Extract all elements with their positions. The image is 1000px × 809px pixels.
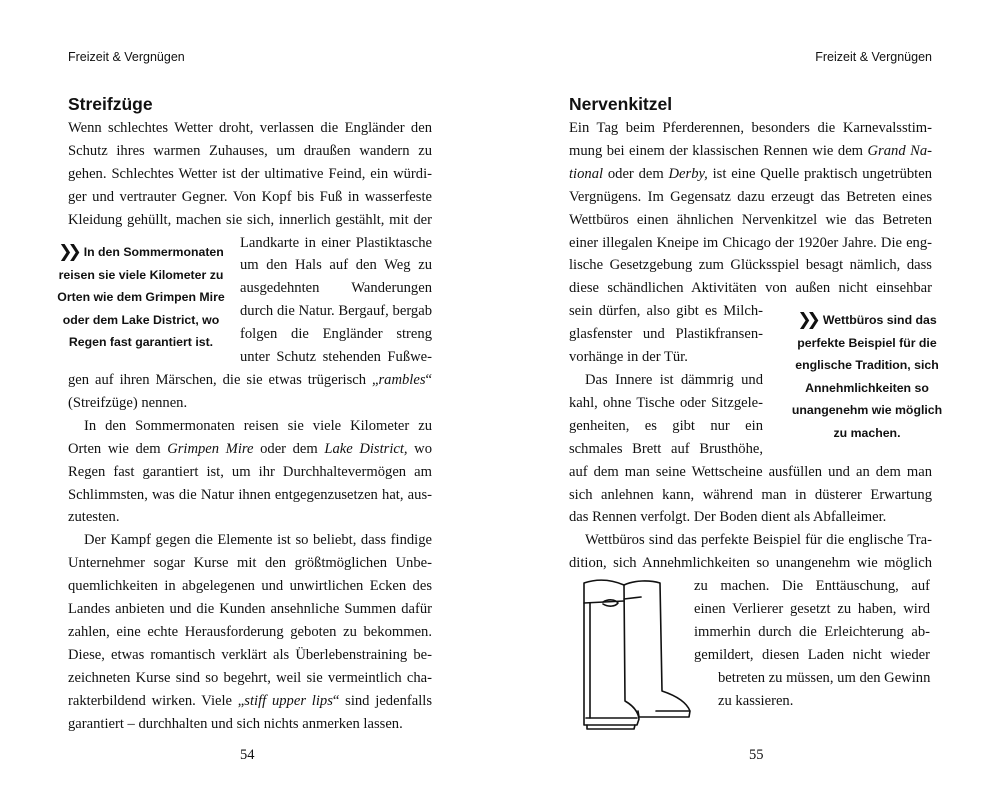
pull-quote-line: englische Tradition, sich xyxy=(795,358,939,372)
text-line: auf dem man seine Wettscheine ausfüllen und an dem man xyxy=(569,463,932,480)
text-line: dition, sich Annehmlichkeiten so unangenehm wie möglich xyxy=(569,555,932,572)
pull-quote xyxy=(48,241,234,354)
page-number: 55 xyxy=(749,747,764,763)
pull-quote-line: oder dem Lake District, wo xyxy=(62,312,220,327)
running-head: Freizeit & Vergnügen xyxy=(68,50,185,64)
text-line: kahl, ohne Tische oder Sitzgele- xyxy=(569,394,763,411)
text-line: Das Innere ist dämmrig und xyxy=(585,371,763,388)
pull-quote-line: reisen sie viele Kilometer zu xyxy=(58,267,224,282)
text-line: Vergnügens. Im Gegensatz dazu erzeugt das Betreten eines xyxy=(569,188,932,205)
rubber-boots-illustration xyxy=(578,573,696,731)
text-line: tional oder dem Derby, ist eine Quelle praktisch ungetrübten xyxy=(569,165,932,182)
text-line: Orten wie dem Grimpen Mire oder dem Lake District, wo xyxy=(68,440,432,457)
text-line: Wenn schlechtes Wetter droht, verlassen die Engländer den xyxy=(68,120,432,136)
double-chevron-icon: ❯❯ xyxy=(797,310,816,329)
text-line: zahlen, eine echte Herausforderung geboten zu bekommen. xyxy=(68,623,432,640)
text-line: einer illegalen Kneipe im Chicago der 1920er Jahre. Die eng- xyxy=(569,234,932,251)
right-page xyxy=(500,0,1000,809)
pull-quote-line: ❯❯ Wettbüros sind das xyxy=(797,310,937,329)
text-line: Landkarte in einer Plastiktasche xyxy=(240,234,432,251)
text-line: garantiert – durchhalten und sich nichts anmerken lassen. xyxy=(68,715,403,732)
text-line: schmales Brett auf Brusthöhe, xyxy=(569,440,763,457)
text-line: sich anlehnen kann, während man in düsterer Erwartung xyxy=(569,486,932,503)
text-line: immerhin durch die Erleichterung ab- xyxy=(694,623,930,640)
text-line: gemildert, diesen Laden nicht wieder xyxy=(694,646,930,663)
page-number: 54 xyxy=(240,747,255,763)
text-line: Unternehmer sogar Kurse mit den größtmöglichen Unbe- xyxy=(68,555,432,572)
double-chevron-icon: ❯❯ xyxy=(58,242,77,261)
paragraph xyxy=(68,117,432,735)
text-line: genheiten, es gibt nur ein xyxy=(569,417,763,434)
pull-quote-line: perfekte Beispiel für die xyxy=(797,335,937,350)
text-line: diese schändlichen Aktivitäten von außen nicht einsehbar xyxy=(569,280,932,297)
text-line: Kleidung gehüllt, machen sie sich, innerlich gestählt, mit der xyxy=(68,211,432,228)
pull-quote-line: Annehmlichkeiten so xyxy=(805,380,929,395)
text-line: (Streifzüge) nennen. xyxy=(68,394,188,411)
pull-quote-line: Regen fast garantiert ist. xyxy=(68,335,214,349)
text-line: um den Hals auf den Weg zu xyxy=(240,257,432,274)
text-line: vorhänge in der Tür. xyxy=(569,349,688,366)
text-line: das Rennen verfolgt. Der Boden dient als Abfalleimer. xyxy=(569,509,887,526)
text-line: gehen. Schlechtes Wetter ist der ultimative Feind, ein würdi- xyxy=(68,165,432,182)
text-line: lische Gesetzgebung zum Glücksspiel besagt nämlich, dass xyxy=(569,257,932,274)
section-heading: Streifzüge xyxy=(68,94,153,114)
text-line: quemlichkeiten in abgelegenen und unwirtlichen Ecken des xyxy=(68,578,432,595)
pull-quote-line: unangenehm wie möglich xyxy=(791,403,943,417)
section-heading: Nervenkitzel xyxy=(569,94,673,114)
text-line: einen Verlierer gesetzt zu haben, wird xyxy=(694,601,930,618)
text-line: Schlimmsten, was die Natur ihnen entgegenzusetzen hat, aus- xyxy=(68,486,432,503)
text-line: Wettbüros einen ähnlichen Nervenkitzel wie das Betreten xyxy=(569,211,932,228)
text-line: folgen die Engländer streng xyxy=(240,326,432,343)
text-line: Ein Tag beim Pferderennen, besonders die Karnevalsstim- xyxy=(569,120,932,136)
text-line: rakterbildend wirken. Viele „stiff upper lips“ sind jedenfalls xyxy=(68,692,432,709)
text-line: mung bei einem der klassischen Rennen wie dem Grand Na- xyxy=(569,142,933,159)
pull-quote-line: Orten wie dem Grimpen Mire xyxy=(57,290,225,304)
text-line: zu machen. Die Enttäuschung, auf xyxy=(694,578,930,595)
text-line: sein dürfen, also gibt es Milch- xyxy=(569,303,763,320)
text-line: Wettbüros sind das perfekte Beispiel für die englische Tra- xyxy=(585,532,932,549)
text-line: zeichneten Kurse sind so begehrt, weil sie vermeintlich cha- xyxy=(68,669,432,686)
text-line: In den Sommermonaten reisen sie viele Kilometer zu xyxy=(84,417,432,434)
text-line: glasfenster und Plastikfransen- xyxy=(569,326,763,343)
text-line: durch die Natur. Bergauf, bergab xyxy=(240,303,432,320)
text-line: gen auf ihren Märschen, die sie etwas trügerisch „rambles“ xyxy=(68,371,432,388)
text-line: ausgedehnten Wanderungen xyxy=(240,280,432,297)
text-line: Der Kampf gegen die Elemente ist so beliebt, dass findige xyxy=(84,532,432,549)
text-line: Regen fast garantiert ist, um ihr Durchhaltevermögen am xyxy=(68,463,432,480)
text-line: Schutz ihres warmen Zuhauses, um draußen wandern zu xyxy=(68,142,432,159)
text-line: ger und vertrauter Gegner. Von Kopf bis Fuß in wasserfeste xyxy=(68,188,432,205)
pull-quote-line: ❯❯ In den Sommermonaten xyxy=(58,242,224,261)
text-line: Landes anbieten und die Kunden ansehnliche Summen dafür xyxy=(68,601,432,618)
text-line: unter Schutz stehenden Fußwe- xyxy=(240,349,432,366)
text-line: zutesten. xyxy=(68,509,120,526)
running-head: Freizeit & Vergnügen xyxy=(815,50,932,64)
text-line: Diese, etwas romantisch verklärt als Überlebenstraining be- xyxy=(68,646,432,663)
text-line: zu kassieren. xyxy=(718,692,794,709)
pull-quote-line: zu machen. xyxy=(833,425,901,440)
pull-quote xyxy=(772,309,962,444)
text-line: betreten zu müssen, um den Gewinn xyxy=(718,669,931,686)
